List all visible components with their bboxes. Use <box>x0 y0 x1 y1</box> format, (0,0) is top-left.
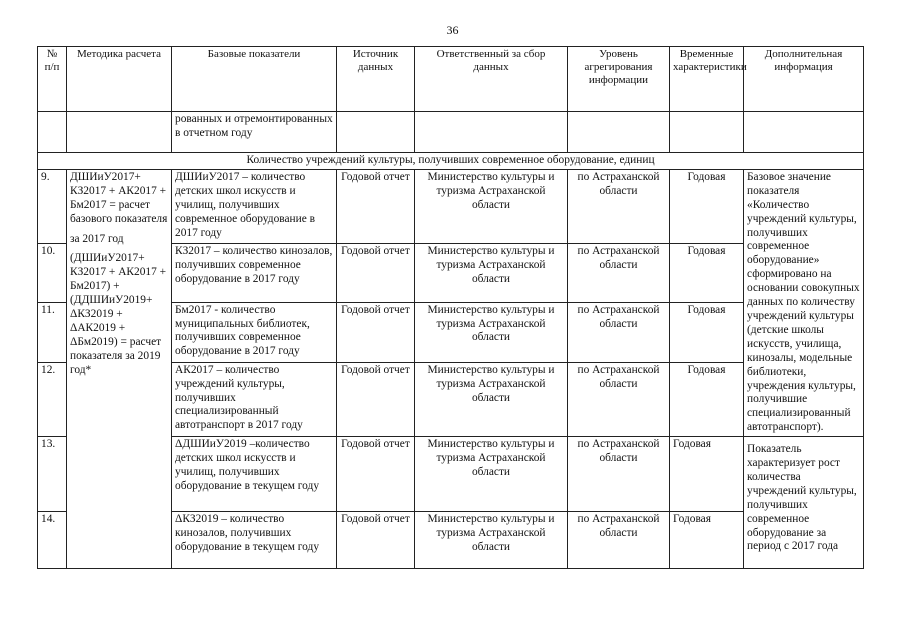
header-num: № п/п <box>38 47 67 112</box>
data-source: Годовой отчет <box>337 362 415 436</box>
cont-cell <box>415 112 568 153</box>
time-characteristic: Годовая <box>670 169 744 243</box>
row-number: 11. <box>38 302 67 362</box>
header-method: Методика расчета <box>67 47 172 112</box>
aggregation-level: по Астраханской области <box>568 169 670 243</box>
responsible: Министерство культуры и туризма Астраханской области <box>415 302 568 362</box>
aggregation-level: по Астраханской области <box>568 437 670 512</box>
responsible: Министерство культуры и туризма Астраханской области <box>415 437 568 512</box>
data-source: Годовой отчет <box>337 512 415 569</box>
header-responsible: Ответственный за сбор данных <box>415 47 568 112</box>
time-characteristic: Годовая <box>670 512 744 569</box>
row-number: 10. <box>38 244 67 302</box>
header-additional: Дополнительная информация <box>744 47 864 112</box>
base-indicator: Бм2017 - количество муниципальных библиотек, получивших современное оборудование в 2017 году <box>172 302 337 362</box>
aggregation-level: по Астраханской области <box>568 512 670 569</box>
cont-cell <box>38 112 67 153</box>
cont-cell <box>744 112 864 153</box>
time-characteristic: Годовая <box>670 437 744 512</box>
table-header-row <box>38 47 864 112</box>
time-characteristic: Годовая <box>670 302 744 362</box>
cont-cell <box>337 112 415 153</box>
time-characteristic: Годовая <box>670 362 744 436</box>
row-number: 9. <box>38 169 67 243</box>
base-indicator: ΔКЗ2019 – количество кинозалов, получивших оборудование в текущем году <box>172 512 337 569</box>
data-source: Годовой отчет <box>337 244 415 302</box>
data-source: Годовой отчет <box>337 437 415 512</box>
category-row <box>38 153 864 170</box>
time-characteristic: Годовая <box>670 244 744 302</box>
responsible: Министерство культуры и туризма Астраханской области <box>415 244 568 302</box>
base-indicator: КЗ2017 – количество кинозалов, получивших современное оборудование в 2017 году <box>172 244 337 302</box>
continuation-text: рованных и отремонтированных в отчетном году <box>172 112 337 153</box>
method-base-formula: ДШИиУ2017+ КЗ2017 + АК2017 + Бм2017 = расчет базового показателя <box>70 170 168 225</box>
base-indicator: ДШИиУ2017 – количество детских школ искусств и училищ, получивших современное оборудование в 2017 году <box>172 169 337 243</box>
cont-cell <box>568 112 670 153</box>
responsible: Министерство культуры и туризма Астраханской области <box>415 362 568 436</box>
data-source: Годовой отчет <box>337 169 415 243</box>
header-source: Источник данных <box>337 47 415 112</box>
base-indicator: АК2017 – количество учреждений культуры, получивших специализированный автотранспорт в 2017 году <box>172 362 337 436</box>
cont-cell <box>670 112 744 153</box>
aggregation-level: по Астраханской области <box>568 302 670 362</box>
header-time: Временные характеристики <box>670 47 744 112</box>
method-cell <box>67 169 172 568</box>
cont-cell <box>67 112 172 153</box>
header-level: Уровень агрегирования информации <box>568 47 670 112</box>
data-source: Годовой отчет <box>337 302 415 362</box>
aggregation-level: по Астраханской области <box>568 362 670 436</box>
category-title: Количество учреждений культуры, получивших современное оборудование, единиц <box>38 153 864 170</box>
header-base: Базовые показатели <box>172 47 337 112</box>
row-number: 14. <box>38 512 67 569</box>
table-row <box>38 169 864 243</box>
indicator-table <box>37 46 864 569</box>
row-number: 12. <box>38 362 67 436</box>
row-number: 13. <box>38 437 67 512</box>
aggregation-level: по Астраханской области <box>568 244 670 302</box>
additional-info-1: Базовое значение показателя «Количество учреждений культуры, получивших современное оборудование» сформировано на основании совокупных данных по количеству учреждений культуры (детские школы искусств, училища, кинозалы, модельные библиотеки, учреждения культуры, получившие специализированный автотранспорт). <box>744 169 864 436</box>
base-indicator: ΔДШИиУ2019 –количество детских школ искусств и училищ, получивших оборудование в текущем году <box>172 437 337 512</box>
method-current-formula: (ДШИиУ2017+ КЗ2017 + АК2017 + Бм2017) + (ДДШИиУ2019+ ΔКЗ2019 + ΔАК2019 + ΔБм2019) = расчет показателя за 2019 год* <box>70 252 167 376</box>
additional-info-2: Показатель характеризует рост количества учреждений культуры, получивших современное оборудование за период с 2017 года <box>744 437 864 569</box>
page-number: 36 <box>446 23 459 37</box>
responsible: Министерство культуры и туризма Астраханской области <box>415 169 568 243</box>
responsible: Министерство культуры и туризма Астраханской области <box>415 512 568 569</box>
method-base-year: за 2017 год <box>70 232 124 245</box>
continuation-row <box>38 112 864 153</box>
